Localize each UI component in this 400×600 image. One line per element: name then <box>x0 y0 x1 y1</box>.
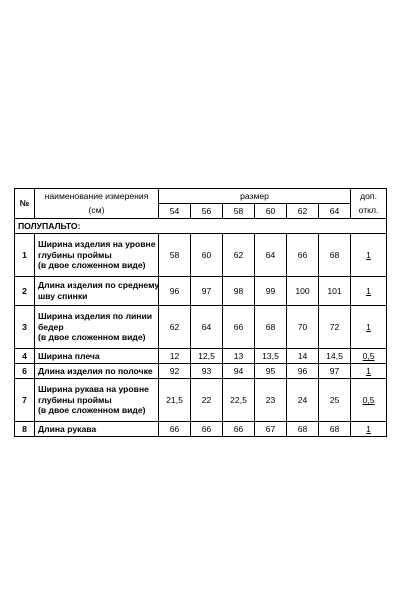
table-row <box>15 379 387 422</box>
row-name <box>35 234 159 277</box>
row-value: 68 <box>287 422 319 437</box>
row-name-line: Длина изделия по полочке <box>38 365 153 376</box>
table-row <box>15 277 387 306</box>
header-no: № <box>15 189 35 219</box>
row-value: 66 <box>223 422 255 437</box>
row-number: 3 <box>15 306 35 349</box>
row-name-line: глубины проймы <box>38 249 112 260</box>
row-value: 66 <box>223 306 255 349</box>
row-value: 67 <box>255 422 287 437</box>
row-value: 13 <box>223 349 255 364</box>
row-name-line: глубины проймы <box>38 394 112 405</box>
row-name <box>35 364 159 379</box>
row-name-line: шву спинки <box>38 291 88 301</box>
row-name-line: (в двое сложенном виде) <box>38 332 146 343</box>
row-name-line: Ширина рукава на уровне <box>38 383 149 394</box>
size-chart-table <box>14 188 387 437</box>
row-value: 21,5 <box>159 379 191 422</box>
row-tolerance: 0,5 <box>351 349 387 364</box>
row-value: 14 <box>287 349 319 364</box>
table-row <box>15 306 387 349</box>
row-value: 96 <box>159 277 191 306</box>
row-number: 8 <box>15 422 35 437</box>
row-value: 97 <box>319 364 351 379</box>
row-number: 4 <box>15 349 35 364</box>
row-value: 12 <box>159 349 191 364</box>
header-tolerance-1: доп. <box>351 189 387 204</box>
row-value: 68 <box>255 306 287 349</box>
row-name-line: Ширина изделия на уровне <box>38 238 156 249</box>
row-name <box>35 379 159 422</box>
row-number: 7 <box>15 379 35 422</box>
row-value: 58 <box>159 234 191 277</box>
row-number: 1 <box>15 234 35 277</box>
row-name-line: Длина изделия по среднему <box>38 280 160 291</box>
row-value: 94 <box>223 364 255 379</box>
header-size-value: 54 <box>159 204 191 219</box>
header-size-value: 62 <box>287 204 319 219</box>
header-size-value: 56 <box>191 204 223 219</box>
row-number: 6 <box>15 364 35 379</box>
section-title: ПОЛУПАЛЬТО: <box>15 219 387 234</box>
row-value: 95 <box>255 364 287 379</box>
table-row <box>15 234 387 277</box>
row-value: 62 <box>223 234 255 277</box>
row-value: 72 <box>319 306 351 349</box>
row-value: 62 <box>159 306 191 349</box>
row-value: 64 <box>255 234 287 277</box>
row-tolerance: 1 <box>351 306 387 349</box>
row-name-line: бедер <box>38 321 64 332</box>
row-value: 68 <box>319 422 351 437</box>
header-size-value: 60 <box>255 204 287 219</box>
row-value: 101 <box>319 277 351 306</box>
row-value: 23 <box>255 379 287 422</box>
row-name <box>35 422 159 437</box>
row-value: 24 <box>287 379 319 422</box>
row-value: 92 <box>159 364 191 379</box>
row-name-line: (в двое сложенном виде) <box>38 405 146 416</box>
header-name: наименование измерения <box>35 189 159 204</box>
row-value: 68 <box>319 234 351 277</box>
row-name-line: Ширина изделия по линии <box>38 310 153 321</box>
row-value: 25 <box>319 379 351 422</box>
row-value: 96 <box>287 364 319 379</box>
header-unit: (см) <box>35 204 159 219</box>
row-value: 97 <box>191 277 223 306</box>
row-value: 93 <box>191 364 223 379</box>
header-tolerance-2: откл. <box>351 204 387 219</box>
row-value: 98 <box>223 277 255 306</box>
table-row <box>15 364 387 379</box>
row-value: 22,5 <box>223 379 255 422</box>
row-number: 2 <box>15 277 35 306</box>
row-name <box>35 277 159 306</box>
row-tolerance: 1 <box>351 364 387 379</box>
row-value: 14,5 <box>319 349 351 364</box>
row-name-line: Ширина плеча <box>38 350 100 361</box>
row-value: 99 <box>255 277 287 306</box>
row-value: 13,5 <box>255 349 287 364</box>
row-value: 66 <box>159 422 191 437</box>
row-name-line: (в двое сложенном виде) <box>38 260 146 271</box>
header-size: размер <box>159 189 351 204</box>
row-name <box>35 306 159 349</box>
row-value: 22 <box>191 379 223 422</box>
row-name-line: Длина рукава <box>38 423 97 434</box>
row-name <box>35 349 159 364</box>
row-value: 12,5 <box>191 349 223 364</box>
table-row <box>15 422 387 437</box>
row-value: 66 <box>191 422 223 437</box>
header-size-value: 64 <box>319 204 351 219</box>
row-value: 66 <box>287 234 319 277</box>
row-tolerance: 0,5 <box>351 379 387 422</box>
row-tolerance: 1 <box>351 234 387 277</box>
row-tolerance: 1 <box>351 422 387 437</box>
header-size-value: 58 <box>223 204 255 219</box>
row-tolerance: 1 <box>351 277 387 306</box>
row-value: 70 <box>287 306 319 349</box>
table-row <box>15 349 387 364</box>
row-value: 60 <box>191 234 223 277</box>
row-value: 64 <box>191 306 223 349</box>
row-value: 100 <box>287 277 319 306</box>
